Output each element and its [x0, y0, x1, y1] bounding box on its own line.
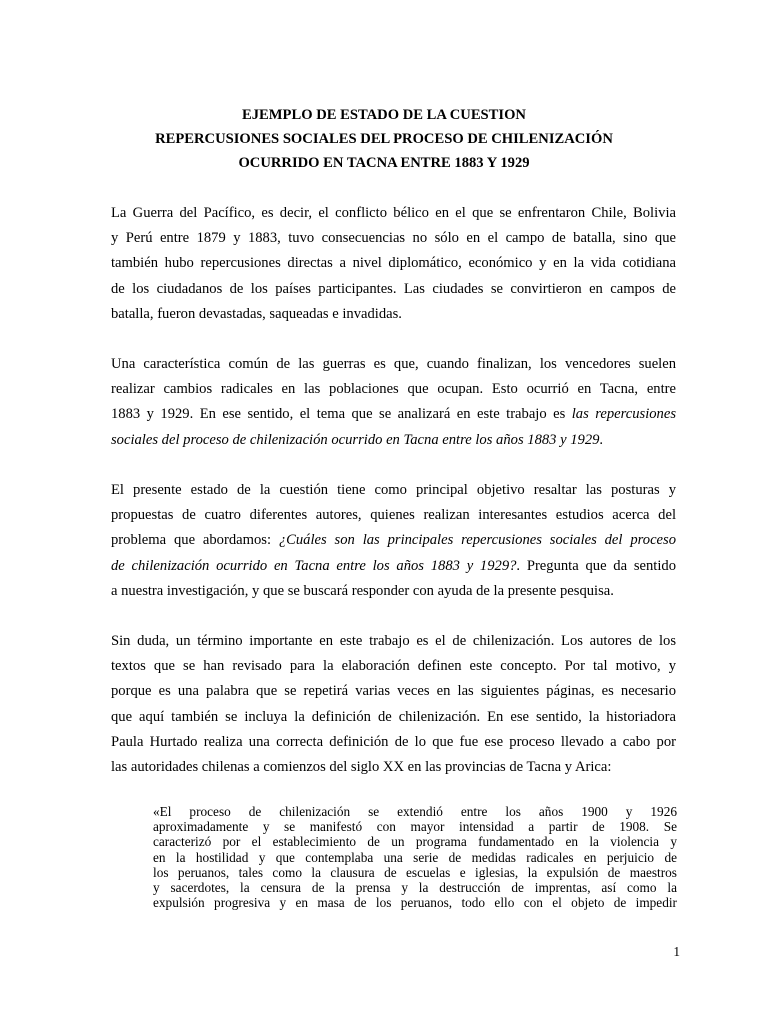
italic-text: sociales del proceso de chilenización ocurrido en Tacna entre los años 1883 y 1929 — [111, 431, 600, 448]
paragraph-line: Una característica común de las guerras es que, cuando finalizan, los vencedores suelen — [111, 356, 676, 372]
quote-line: los peruanos, tales como la clausura de escuelas e iglesias, la expulsión de maestros — [153, 864, 677, 880]
page-number: 1 — [673, 944, 680, 959]
quote-line: «El proceso de chilenización se extendió entre los años 1900 y 1926 — [153, 804, 677, 819]
paragraph-line: El presente estado de la cuestión tiene como principal objetivo resaltar las posturas y — [111, 482, 676, 498]
quote-line: y sacerdotes, la censura de la prensa y la destrucción de imprentas, así como la — [153, 880, 677, 896]
paragraph-1 — [111, 201, 676, 327]
paragraph-4 — [111, 629, 676, 780]
paragraph-line: porque es una palabra que se repetirá varias veces en las siguientes páginas, es necesario — [111, 683, 676, 700]
paragraph-line: Paula Hurtado realiza una correcta definición de lo que fue ese proceso llevado a cabo por — [111, 733, 676, 750]
paragraph-3 — [111, 478, 676, 604]
paragraph-text: problema que abordamos: — [111, 532, 279, 549]
italic-text: de chilenización ocurrido en Tacna entre los años 1883 y 1929? — [111, 557, 517, 574]
block-quote — [153, 804, 677, 910]
paragraph-line — [111, 402, 676, 427]
document-title — [0, 103, 768, 175]
paragraph-2 — [111, 352, 676, 453]
title-line-1: EJEMPLO DE ESTADO DE LA CUESTION — [242, 107, 526, 123]
paragraph-line: y Perú entre 1879 y 1883, tuvo consecuencias no sólo en el campo de batalla, sino que — [111, 230, 676, 247]
paragraph-line: Sin duda, un término importante en este trabajo es el de chilenización. Los autores de los — [111, 633, 676, 649]
quote-line: expulsión progresiva y en masa de los peruanos, todo ello con el objeto de impedir — [153, 895, 677, 911]
paragraph-text: . Pregunta que da sentido — [516, 557, 677, 574]
paragraph-line: que aquí también se incluya la definición de chilenización. En ese sentido, la historiadora — [111, 708, 676, 725]
paragraph-line: a nuestra investigación, y que se buscará responder con ayuda de la presente pesquisa. — [111, 582, 614, 599]
paragraph-line: batalla, fueron devastadas, saqueadas e invadidas. — [111, 305, 402, 322]
paragraph-text: . — [599, 431, 604, 448]
quote-line: aproximadamente y se manifestó con mayor intensidad a partir de 1908. Se — [153, 819, 677, 835]
paragraph-line — [111, 428, 676, 453]
paragraph-line: las autoridades chilenas a comienzos del siglo XX en las provincias de Tacna y Arica: — [111, 759, 612, 776]
paragraph-line — [111, 554, 676, 579]
title-line-2: REPERCUSIONES SOCIALES DEL PROCESO DE CHILENIZACIÓN — [155, 131, 613, 147]
paragraph-line: de los ciudadanos de los países participantes. Las ciudades se convirtieron en campos de — [111, 280, 676, 297]
quote-line: en la hostilidad y que contemplaba una serie de medidas radicales en perjuicio de — [153, 849, 677, 865]
paragraph-text: 1883 y 1929. En ese sentido, el tema que se analizará en este trabajo es — [111, 406, 572, 423]
paragraph-line: también hubo repercusiones directas a nivel diplomático, económico y en la vida cotidiana — [111, 255, 676, 272]
paragraph-line: realizar cambios radicales en las poblaciones que ocupan. Esto ocurrió en Tacna, entre — [111, 381, 676, 398]
paragraph-line: textos que se han revisado para la elaboración definen este concepto. Por tal motivo, y — [111, 658, 676, 675]
quote-line: caracterizó por el establecimiento de un programa fundamentado en la violencia y — [153, 834, 677, 850]
title-line-3: OCURRIDO EN TACNA ENTRE 1883 Y 1929 — [238, 155, 530, 171]
italic-text: ¿Cuáles son las principales repercusiones sociales del proceso — [278, 532, 676, 549]
italic-text: las repercusiones — [571, 406, 677, 423]
paragraph-line: La Guerra del Pacífico, es decir, el conflicto bélico en el que se enfrentaron Chile, Bolivia — [111, 205, 676, 221]
paragraph-line: propuestas de cuatro diferentes autores, quienes realizan interesantes estudios acerca del — [111, 507, 676, 524]
paragraph-line — [111, 528, 676, 553]
